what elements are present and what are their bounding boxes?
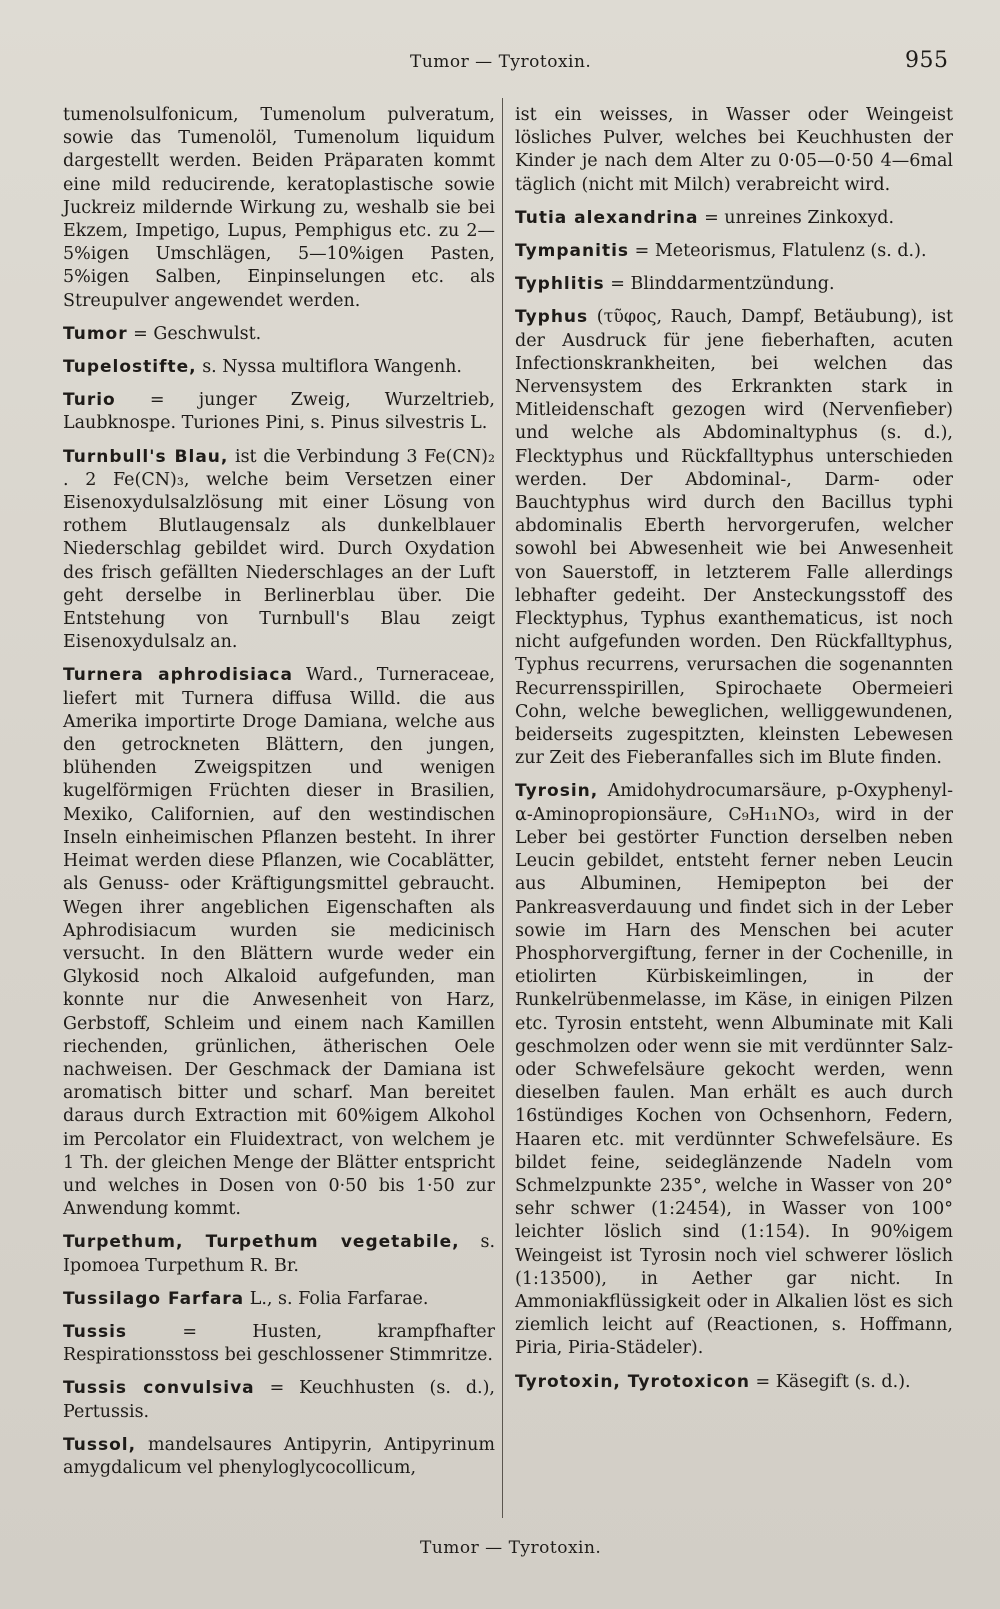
headword: Turnbull's Blau, (63, 446, 229, 467)
entry-continuation (515, 104, 953, 197)
entry-tumor (63, 323, 495, 346)
entry-continuation (63, 104, 495, 313)
entry-turio (63, 389, 495, 435)
entry-tussis-convulsiva (63, 1377, 495, 1423)
entry-text: s. Nyssa multiflora Wangenh. (196, 357, 462, 378)
entry-text: ist die Verbindung 3 Fe(CN)₂ . 2 Fe(CN)₃, welche beim Versetzen einer Eisenoxydulsalzlösung mit einer Lösung von rothem Blutlaugensalz als dunkelblauer Niederschlag gebildet wird. Durch Oxydation des frisch gefällten Niederschlages an der Luft geht derselbe in Berlinerblau über. Die Entstehung von Turnbull's Blau zeigt Eisenoxydulsalz an. (63, 446, 495, 653)
header-title: Tumor — Tyrotoxin. (410, 52, 592, 72)
headword: Tussis (63, 1321, 128, 1342)
entry-turnbulls-blau (63, 446, 495, 655)
running-header (0, 48, 1000, 76)
entry-text: Amidohydrocumarsäure, p-Oxyphenyl-α-Aminopropionsäure, C₉H₁₁NO₃, wird in der Leber bei gestörter Function derselben neben Leucin gebildet, entsteht ferner neben Leucin aus Albuminen, Hemipepton bei der Pankreasverdauung und findet sich in der Leber sowie im Harn des Menschen bei acuter Phosphorvergiftung, ferner in der Cochenille, in etiolirten Kürbiskeimlingen, in der Runkelrübenmelasse, im Käse, in einigen Pilzen etc. Tyrosin entsteht, wenn Albuminate mit Kali geschmolzen oder wenn sie mit verdünnter Salz- oder Schwefelsäure gekocht werden, wenn dieselben faulen. Man erhält es auch durch 16stündiges Kochen von Ochsenhorn, Federn, Haaren etc. mit verdünnter Schwefelsäure. Es bildet feine, seideglänzende Nadeln vom Schmelzpunkte 235°, welche in Wasser von 20° sehr schwer (1:2454), in Wasser von 100° leichter löslich sind (1:154). In 90%igem Weingeist ist Tyrosin noch viel schwerer löslich (1:13500), in Aether gar nicht. In Ammoniakflüssigkeit oder in Alkalien löst es sich ziemlich leicht auf (Reactionen, s. Hoffmann, Piria, Piria-Städeler). (515, 781, 953, 1359)
headword: Turio (63, 390, 116, 411)
entry-tutia (515, 207, 953, 230)
page-number: 955 (905, 48, 949, 73)
entry-text: = Keuchhusten (s. d.), Pertussis. (63, 1378, 495, 1422)
entry-tympanitis (515, 240, 953, 263)
entry-tussis (63, 1321, 495, 1367)
left-column (63, 104, 495, 1490)
entry-tyrotoxin (515, 1371, 953, 1394)
headword: Tussilago Farfara (63, 1288, 245, 1309)
headword: Tyrotoxin, Tyrotoxicon (515, 1371, 750, 1392)
headword: Tympanitis (515, 241, 630, 262)
entry-text: s. Ipomoea Turpethum R. Br. (63, 1232, 496, 1276)
entry-text: mandelsaures Antipyrin, Antipyrinum amygdalicum vel phenyloglycocollicum, (63, 1434, 495, 1478)
headword: Tussis convulsiva (63, 1378, 255, 1399)
entry-turnera (63, 664, 495, 1221)
running-footer: Tumor — Tyrotoxin. (420, 1538, 602, 1558)
column-divider (502, 98, 503, 1518)
entry-tupelostifte (63, 356, 495, 379)
headword: Tussol, (63, 1434, 137, 1455)
entry-text: = unreines Zinkoxyd. (698, 207, 895, 228)
entry-typhlitis (515, 273, 953, 296)
headword: Turnera aphrodisiaca (63, 665, 293, 686)
entry-text: = Blinddarmentzündung. (604, 274, 835, 295)
entry-text: = Meteorismus, Flatulenz (s. d.). (629, 241, 927, 262)
entry-text: = junger Zweig, Wurzeltrieb, Laubknospe. Turiones Pini, s. Pinus silvestris L. (63, 390, 495, 434)
entry-text: L., s. Folia Farfarae. (244, 1288, 429, 1309)
entry-tussilago (63, 1288, 495, 1311)
entry-typhus (515, 306, 953, 770)
headword: Tutia alexandrina (515, 207, 699, 228)
headword: Typhlitis (515, 274, 605, 295)
entry-text: tumenolsulfonicum, Tumenolum pulveratum, sowie das Tumenolöl, Tumenolum liquidum dargestellt werden. Beiden Präparaten kommt eine mild reducirende, keratoplastische sowie Juckreiz mildernde Wirkung zu, weshalb sie bei Ekzem, Impetigo, Lupus, Pemphigus etc. zu 2—5%igen Umschlägen, 5—10%igen Pasten, 5%igen Salben, Einpinselungen etc. als Streupulver angewendet werden. (63, 105, 495, 311)
entry-text: = Husten, krampfhafter Respirationsstoss bei geschlossener Stimmritze. (63, 1321, 495, 1366)
entry-turpethum (63, 1231, 495, 1277)
headword: Typhus (515, 307, 589, 328)
entry-text: = Käsegift (s. d.). (749, 1371, 911, 1392)
headword: Tupelostifte, (63, 357, 197, 378)
headword: Turpethum, Turpethum vegetabile, (63, 1232, 460, 1253)
headword: Tumor (63, 323, 128, 344)
headword: Tyrosin, (515, 781, 599, 802)
entry-tyrosin (515, 780, 953, 1360)
entry-tussol (63, 1434, 495, 1480)
right-column (515, 104, 953, 1404)
entry-text: = Geschwulst. (127, 323, 262, 344)
entry-text: (τῦφος, Rauch, Dampf, Betäubung), ist der Ausdruck für jene fieberhaften, acuten Infectionskrankheiten, bei welchen das Nervensystem des Erkrankten stark in Mitleidenschaft gezogen wird (Nervenfieber) und welche als Abdominaltyphus (s. d.), Flecktyphus und Rückfalltyphus unterschieden werden. Der Abdominal-, Darm- oder Bauchtyphus wird durch den Bacillus typhi abdominalis Eberth hervorgerufen, welcher sowohl bei Abwesenheit wie bei Anwesenheit von Sauerstoff, in letzterem Falle allerdings lebhafter gedeiht. Der Ansteckungsstoff des Flecktyphus, Typhus exanthematicus, ist noch nicht aufgefunden worden. Den Rückfalltyphus, Typhus recurrens, verursachen die sogenannten Recurrensspirillen, Spirochaete Obermeieri Cohn, welche beweglichen, welliggewundenen, beiderseits zugespitzten, kleinsten Lebewesen zur Zeit des Fieberanfalles sich im Blute finden. (515, 307, 953, 769)
entry-text: Ward., Turneraceae, liefert mit Turnera diffusa Willd. die aus Amerika importirte Droge Damiana, welche aus den getrockneten Blättern, den jungen, blühenden Zweigspitzen und wenigen kugelförmigen Früchten dieser in Brasilien, Mexiko, Californien, auf den westindischen Inseln einheimischen Pflanzen besteht. In ihrer Heimat werden diese Pflanzen, wie Cocablätter, als Genuss- oder Kräftigungsmittel gebraucht. Wegen ihrer angeblichen Eigenschaften als Aphrodisiacum wurden sie medicinisch versucht. In den Blättern wurde weder ein Glykosid noch Alkaloid aufgefunden, man konnte nur die Anwesenheit von Harz, Gerbstoff, Schleim und einem nach Kamillen riechenden, grünlichen, ätherischen Oele nachweisen. Der Geschmack der Damiana ist aromatisch bitter und scharf. Man bereitet daraus durch Extraction mit 60%igem Alkohol im Percolator ein Fluidextract, von welchem je 1 Th. der gleichen Menge der Blätter entspricht und welches in Dosen von 0·50 bis 1·50 zur Anwendung kommt. (63, 665, 495, 1220)
entry-text: ist ein weisses, in Wasser oder Weingeist lösliches Pulver, welches bei Keuchhusten der Kinder je nach dem Alter zu 0·05—0·50 4—6mal täglich (nicht mit Milch) verabreicht wird. (515, 105, 953, 195)
